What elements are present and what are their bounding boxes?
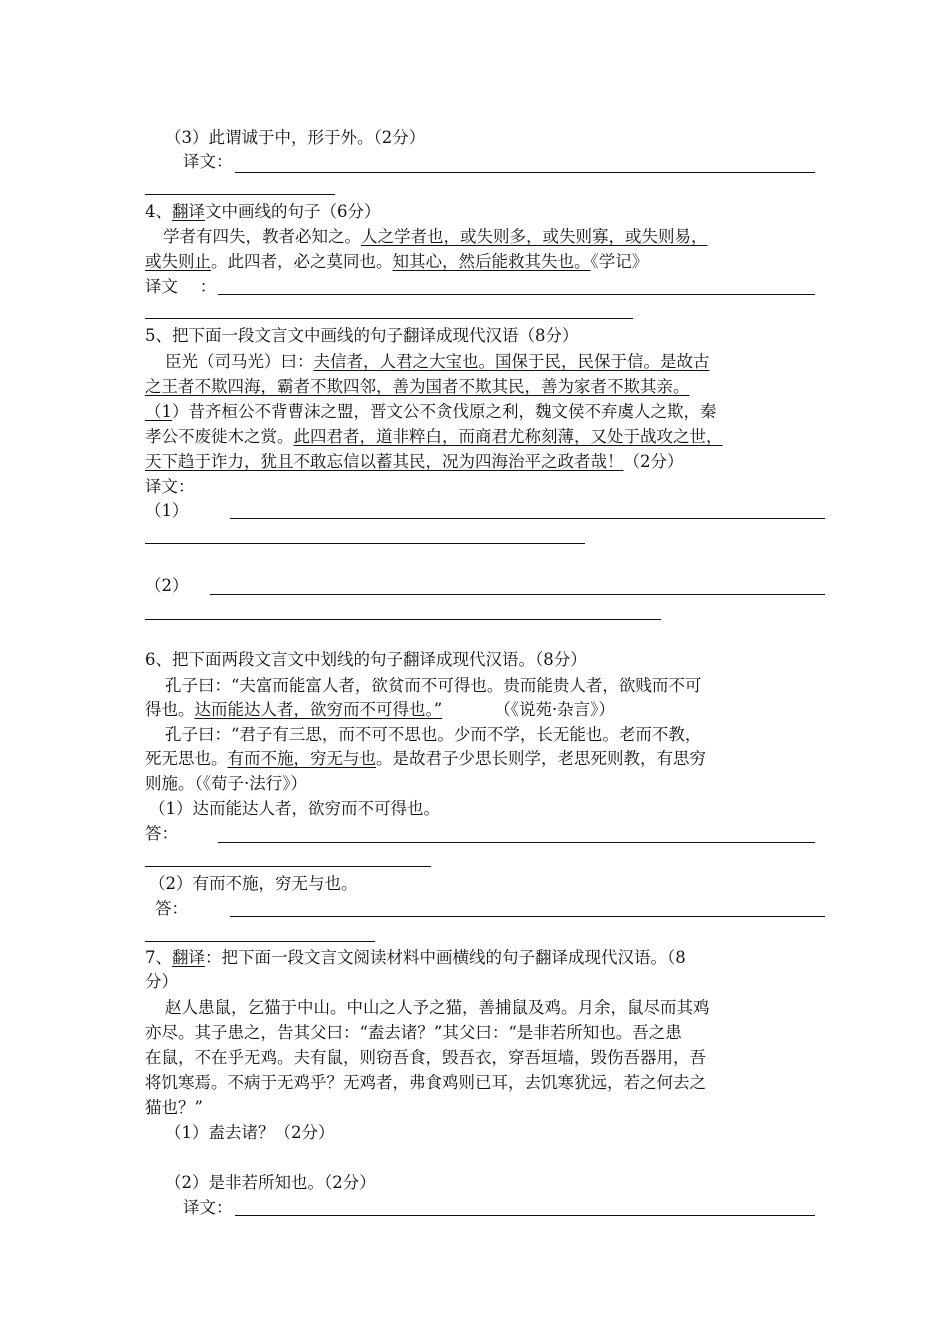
q3-answer-label: 译文： xyxy=(183,152,233,171)
q6-answer-2-blank-2[interactable] xyxy=(145,941,375,942)
q6-passage-1-line-2: 得也。达而能达人者，欲穷而不可得也。” （《说苑·杂言》） xyxy=(145,700,615,719)
q7-passage-line-2: 亦尽。其子患之，告其父曰：“盍去诸？”其父曰：“是非若所知也。吾之患 xyxy=(145,1023,682,1042)
q7-answer-blank[interactable] xyxy=(235,1215,815,1216)
q6-answer-1-blank[interactable] xyxy=(218,842,815,843)
q5-answer-2-blank-2[interactable] xyxy=(145,619,661,620)
q6-passage-2-line-2: 死无思也。有而不施，穷无与也。是故君子少思长则学，老思死则教，有思穷 xyxy=(145,749,706,768)
q6-title: 6、把下面两段文言文中划线的句子翻译成现代汉语。（8分） xyxy=(145,650,587,669)
q3-answer-blank[interactable] xyxy=(235,172,815,173)
q5-passage-line-2: 之王者不欺四海，霸者不欺四邻，善为国者不欺其民，善为家者不欺其亲。 xyxy=(145,377,690,396)
q6-passage-2-line-1: 孔子曰：“君子有三思，而不可不思也。少而不学，长无能也。老而不教， xyxy=(165,725,702,744)
q6-answer-2-label: 答： xyxy=(155,899,188,918)
q7-title: 7、翻译：把下面一段文言文阅读材料中画横线的句子翻译成现代汉语。（8 xyxy=(145,948,686,967)
q5-answer-1-blank[interactable] xyxy=(230,518,825,519)
q7-answer-label: 译文： xyxy=(183,1198,233,1217)
q4-title: 4、翻译文中画线的句子（6分） xyxy=(145,202,381,221)
q7-item-1: （1）盍去诸？（2分） xyxy=(165,1123,335,1142)
q6-item-1: （1）达而能达人者，欲穷而不可得也。 xyxy=(149,799,440,818)
q6-item-2: （2）有而不施，穷无与也。 xyxy=(149,874,358,893)
q5-passage-line-1: 臣光（司马光）曰：夫信者，人君之大宝也。国保于民，民保于信。是故古 xyxy=(165,352,710,371)
q7-passage-line-5: 猫也？” xyxy=(145,1098,203,1117)
q5-passage-line-5: 天下趋于诈力，犹且不敢忘信以蓄其民，况为四海治平之政者哉！（2分） xyxy=(145,452,684,471)
q5-passage-line-4: 孝公不废徙木之赏。此四君者，道非粹白，而商君尤称刻薄，又处于战攻之世， xyxy=(145,427,723,446)
q6-answer-1-blank-2[interactable] xyxy=(145,866,431,867)
q7-item-2: （2）是非若所知也。（2分） xyxy=(165,1173,376,1192)
q4-answer-blank[interactable] xyxy=(218,294,815,295)
q6-passage-1-line-1: 孔子曰：“夫富而能富人者，欲贫而不可得也。贵而能贵人者，欲贱而不可 xyxy=(165,676,702,695)
q7-passage-line-1: 赵人患鼠，乞猫于中山。中山之人予之猫，善捕鼠及鸡。月余，鼠尽而其鸡 xyxy=(165,998,710,1017)
q7-passage-line-3: 在鼠，不在乎无鸡。夫有鼠，则窃吾食，毁吾衣，穿吾垣墙，毁伤吾器用，吾 xyxy=(145,1048,706,1067)
q5-title: 5、把下面一段文言文中画线的句子翻译成现代汉语（8分） xyxy=(145,326,579,345)
q5-answer-2-blank[interactable] xyxy=(210,594,825,595)
q7-title-line-2: 分） xyxy=(145,972,178,991)
q5-answer-2-label: （2） xyxy=(145,576,189,595)
q5-answer-1-label: （1） xyxy=(145,501,189,520)
q4-answer-blank-2[interactable] xyxy=(145,318,633,319)
q3-item: （3）此谓诚于中，形于外。（2分） xyxy=(165,128,426,147)
q5-answer-label: 译文： xyxy=(145,477,195,496)
q5-answer-1-blank-2[interactable] xyxy=(145,543,585,544)
q3-answer-blank-2[interactable] xyxy=(145,194,335,195)
q5-passage-line-3: （1）昔齐桓公不背曹沫之盟，晋文公不贪伐原之利，魏文侯不弃虞人之欺，秦 xyxy=(145,402,717,421)
q6-answer-1-label: 答： xyxy=(145,824,178,843)
q6-answer-2-blank[interactable] xyxy=(230,916,825,917)
q7-passage-line-4: 将饥寒焉。不病于无鸡乎？无鸡者，弗食鸡则已耳，去饥寒犹远，若之何去之 xyxy=(145,1073,706,1092)
q4-answer-label: 译文 ： xyxy=(145,277,217,296)
q4-passage-line-2: 或失则止。此四者，必之莫同也。知其心，然后能救其失也。《学记》 xyxy=(145,252,649,271)
q6-passage-2-line-3: 则施。（《荀子·法行》） xyxy=(145,774,307,793)
q4-passage-line-1: 学者有四失，教者必知之。人之学者也，或失则多，或失则寡，或失则易， xyxy=(163,227,708,246)
